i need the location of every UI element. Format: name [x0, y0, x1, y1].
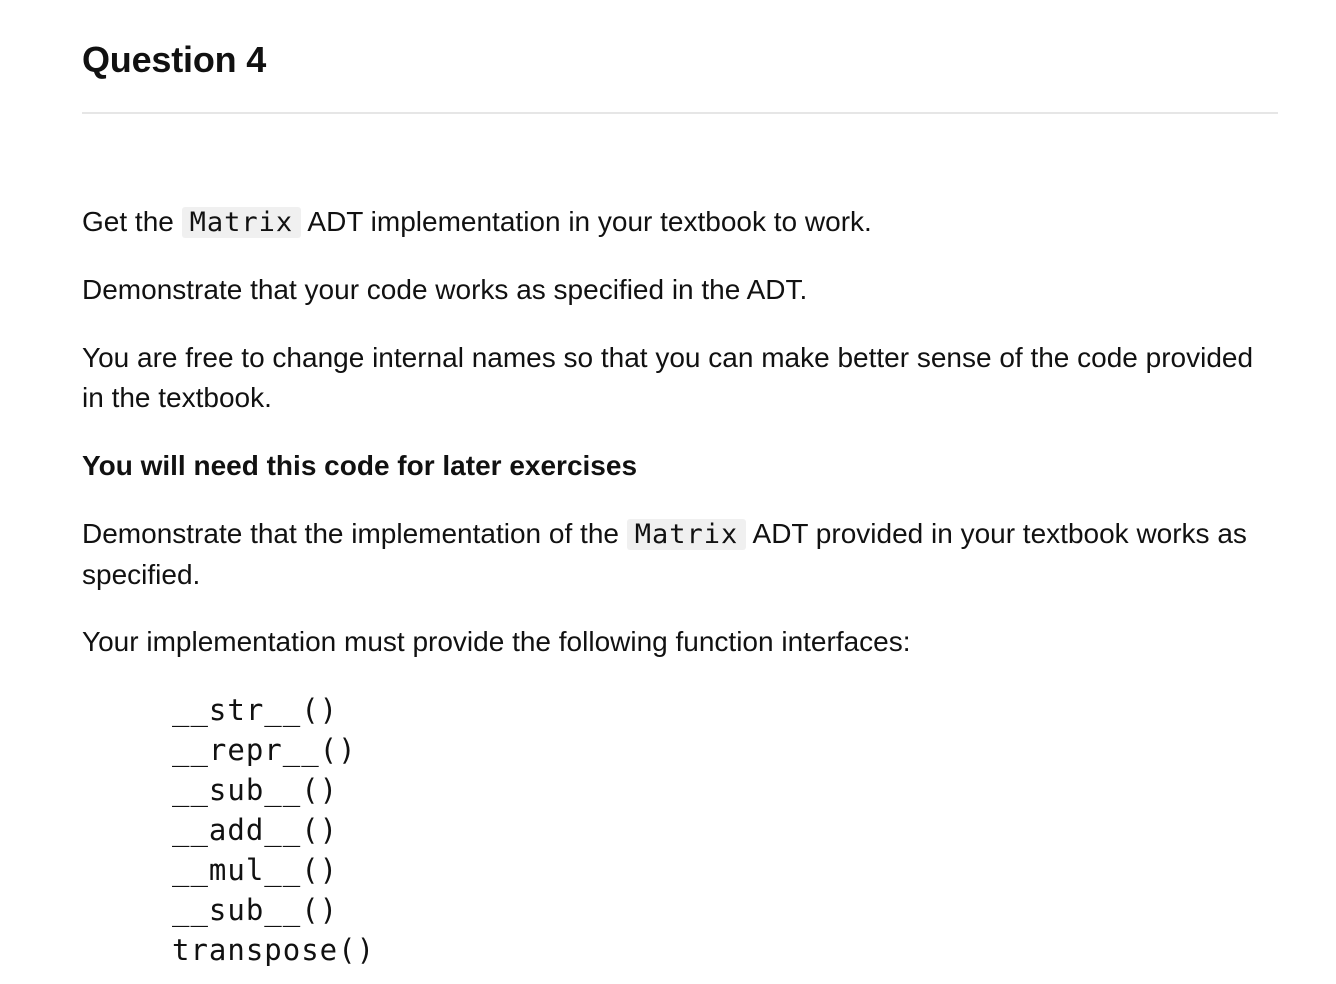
- instruction-paragraph-1: [82, 202, 1272, 243]
- function-interface: __repr__(): [172, 733, 357, 767]
- function-interface: __sub__(): [172, 893, 339, 927]
- instruction-text: Get the: [82, 206, 174, 237]
- instruction-paragraph-3: You are free to change internal names so that you can make better sense of the code provided in the textbook.: [82, 342, 1254, 413]
- instruction-text: ADT provided in your textbook works as specified.: [82, 518, 1247, 590]
- instruction-text: Demonstrate that the implementation of the: [82, 518, 619, 549]
- function-interface: transpose(): [172, 933, 376, 967]
- instruction-paragraph-5: [82, 514, 1272, 595]
- function-list-code-block: [172, 690, 375, 970]
- page-title: Question 4: [82, 39, 267, 80]
- title-divider: [82, 112, 1278, 114]
- inline-code-matrix: Matrix: [627, 519, 747, 550]
- inline-code-matrix: Matrix: [182, 207, 302, 238]
- function-interface: __add__(): [172, 813, 339, 847]
- bold-notice: You will need this code for later exercises: [82, 450, 638, 481]
- function-interface: __str__(): [172, 693, 339, 727]
- function-interface: __sub__(): [172, 773, 339, 807]
- function-interface: __mul__(): [172, 853, 339, 887]
- instruction-text: ADT implementation in your textbook to work.: [307, 206, 872, 237]
- instruction-paragraph-2: Demonstrate that your code works as specified in the ADT.: [82, 274, 808, 305]
- instruction-paragraph-6: Your implementation must provide the following function interfaces:: [82, 626, 911, 657]
